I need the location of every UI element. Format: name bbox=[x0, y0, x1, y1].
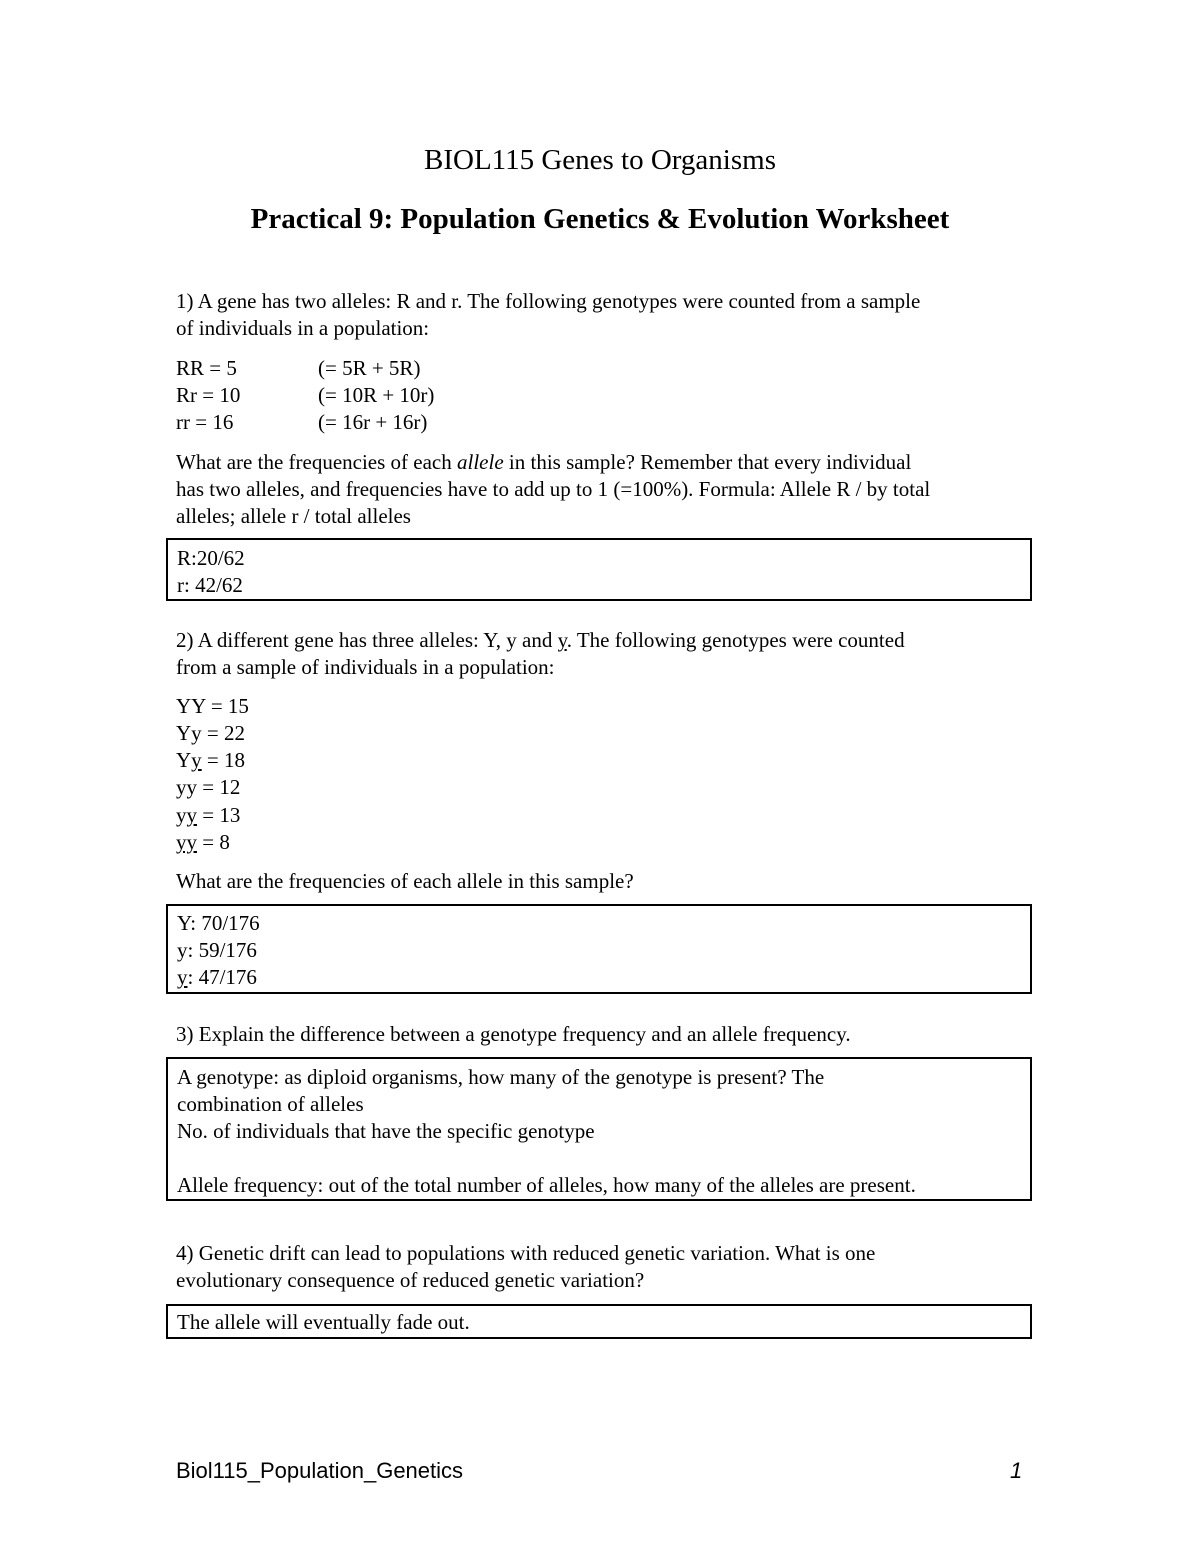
q2-intro-text-a: 2) A different gene has three alleles: Y, y and bbox=[176, 628, 558, 652]
q2-genotype-3-c: = 18 bbox=[201, 748, 246, 772]
q1-answer-line-2: r: 42/62 bbox=[177, 573, 243, 597]
q1-question-line-3: alleles; allele r / total alleles bbox=[176, 504, 411, 528]
worksheet-title: Practical 9: Population Genetics & Evolution Worksheet bbox=[250, 203, 950, 235]
q2-answer-line-3 bbox=[177, 964, 257, 991]
q2-answer-line-1 bbox=[177, 910, 260, 937]
q4-answer-box[interactable] bbox=[166, 1304, 1032, 1339]
q2-intro-line-2: from a sample of individuals in a population: bbox=[176, 655, 555, 679]
footer-filename: Biol115_Population_Genetics bbox=[176, 1458, 464, 1483]
q3-answer-box[interactable] bbox=[166, 1057, 1032, 1201]
q2-answer-line-2 bbox=[177, 937, 257, 964]
q3-answer-line-3: No. of individuals that have the specific genotype bbox=[177, 1119, 595, 1143]
q1-answer-line-1: R:20/62 bbox=[177, 546, 245, 570]
q2-genotype-6-b: yy bbox=[176, 830, 197, 854]
q3-question: 3) Explain the difference between a genotype frequency and an allele frequency. bbox=[176, 1022, 851, 1046]
q1-genotype-rrec-detail: (= 16r + 16r) bbox=[318, 410, 428, 434]
q2-answer-3-u: y bbox=[177, 965, 188, 989]
q2-genotype-2-a: Yy bbox=[176, 721, 202, 745]
q2-genotype-5-b: y bbox=[186, 803, 197, 827]
q2-genotype-3-b: y bbox=[191, 748, 202, 772]
q2-genotype-1 bbox=[176, 693, 249, 720]
q2-question: What are the frequencies of each allele in this sample? bbox=[176, 869, 634, 893]
q2-genotype-1-c: = 15 bbox=[205, 694, 249, 718]
q4-question-line-2: evolutionary consequence of reduced genetic variation? bbox=[176, 1268, 645, 1292]
q2-genotype-4-c: = 12 bbox=[197, 775, 241, 799]
page-number: 1 bbox=[1010, 1458, 1023, 1483]
q2-genotype-2 bbox=[176, 720, 245, 747]
q1-genotype-rr-detail: (= 5R + 5R) bbox=[318, 356, 421, 380]
q2-answer-1-t: Y: 70/176 bbox=[177, 911, 260, 935]
q2-genotype-1-a: YY bbox=[176, 694, 206, 718]
q2-intro-allele-underlined: y bbox=[557, 628, 567, 652]
q2-genotype-3 bbox=[176, 747, 245, 774]
q2-genotype-3-a: Y bbox=[176, 748, 192, 772]
q1-genotype-rr-label: RR = 5 bbox=[176, 356, 237, 380]
q4-answer-line: The allele will eventually fade out. bbox=[177, 1310, 470, 1334]
q1-intro-line-2: of individuals in a population: bbox=[176, 316, 430, 340]
q2-genotype-6 bbox=[176, 829, 230, 856]
q3-answer-line-5: Allele frequency: out of the total number of alleles, how many of the alleles are present. bbox=[177, 1173, 916, 1197]
q2-intro-text-b: . The following genotypes were counted bbox=[566, 628, 905, 652]
q1-question-line-1 bbox=[176, 449, 911, 476]
q2-answer-2-t: y: 59/176 bbox=[177, 938, 257, 962]
q2-genotype-4 bbox=[176, 774, 240, 801]
q2-genotype-2-c: = 22 bbox=[201, 721, 246, 745]
q2-genotype-5-a: y bbox=[176, 803, 187, 827]
q2-genotype-4-a: yy bbox=[176, 775, 197, 799]
q2-genotype-5 bbox=[176, 802, 240, 829]
course-title: BIOL115 Genes to Organisms bbox=[424, 144, 776, 176]
q2-answer-3-t: : 47/176 bbox=[187, 965, 257, 989]
q1-question-line-2: has two alleles, and frequencies have to add up to 1 (=100%). Formula: Allele R / by total bbox=[176, 477, 931, 501]
q3-answer-line-1: A genotype: as diploid organisms, how many of the genotype is present? The bbox=[177, 1065, 825, 1089]
q1-genotype-rhet-label: Rr = 10 bbox=[176, 383, 241, 407]
q2-intro-line-1 bbox=[176, 627, 905, 654]
q1-genotype-rhet-detail: (= 10R + 10r) bbox=[318, 383, 435, 407]
q4-question-line-1: 4) Genetic drift can lead to populations with reduced genetic variation. What is one bbox=[176, 1241, 876, 1265]
q1-question-text-a: What are the frequencies of each bbox=[176, 450, 457, 474]
q1-question-text-b: in this sample? Remember that every individual bbox=[503, 450, 912, 474]
q1-answer-box[interactable] bbox=[166, 538, 1032, 601]
q1-intro-line-1: 1) A gene has two alleles: R and r. The following genotypes were counted from a sample bbox=[176, 289, 921, 313]
q2-genotype-5-c: = 13 bbox=[197, 803, 241, 827]
q1-genotype-rrec-label: rr = 16 bbox=[176, 410, 234, 434]
q2-genotype-6-c: = 8 bbox=[197, 830, 230, 854]
q1-question-emphasis: allele bbox=[457, 450, 504, 474]
q3-answer-line-2: combination of alleles bbox=[177, 1092, 364, 1116]
q2-answer-box[interactable] bbox=[166, 904, 1032, 994]
